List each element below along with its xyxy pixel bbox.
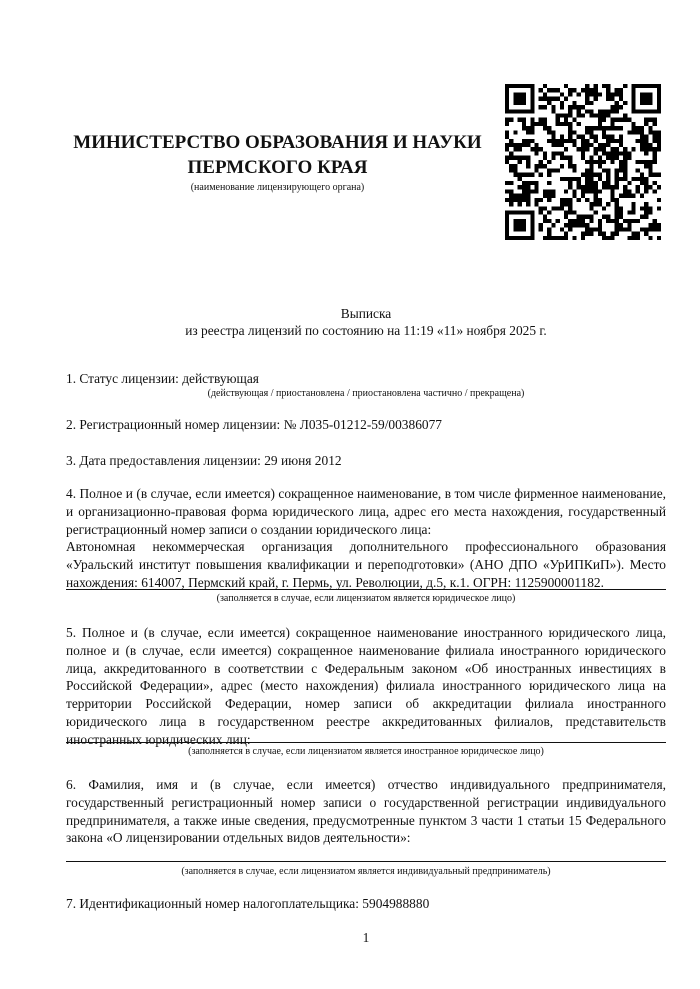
foreign-entity-caption: (заполняется в случае, если лицензиатом является иностранное юридическое лицо) [188, 746, 544, 757]
foreign-entity-label: 5. Полное и (в случае, если имеется) сокращенное наименование иностранного юридического лица, полное и (в случае, если имеется) сокращенное наименование филиала иностранного юридического лица, аккредитованного в соответствии с Федеральным законом «Об иностранных инвестициях в Российской Федерации», адрес (место нахождения) филиала иностранного юридического лица на территории Российской Федерации, номер записи об аккредитации филиала иностранного юридического лица в государственном реестре аккредитованных филиалов, представительств иностранных юридических лиц: [66, 625, 666, 747]
status-caption: (действующая / приостановлена / приостановлена частично / прекращена) [207, 388, 525, 399]
legal-entity-caption: (заполняется в случае, если лицензиатом является юридическое лицо) [216, 593, 516, 604]
organ-line-2: ПЕРМСКОГО КРАЯ [187, 157, 368, 178]
entrepreneur-label: 6. Фамилия, имя и (в случае, если имеется) отчество индивидуального предпринимателя, государственный регистрационный номер записи о государственной регистрации индивидуального предпринимателя, а также иные сведения, предусмотренные пунктом 3 части 1 статьи 15 Федерального закона «О лицензировании отдельных видов деятельности»: [66, 777, 666, 846]
registration-number: 2. Регистрационный номер лицензии: № Л035-01212-59/00386077 [66, 417, 442, 432]
divider [66, 742, 666, 743]
organ-line-1: МИНИСТЕРСТВО ОБРАЗОВАНИЯ И НАУКИ [73, 132, 482, 153]
page-number: 1 [362, 930, 370, 945]
organ-caption: (наименование лицензирующего органа) [190, 182, 365, 193]
entrepreneur-caption: (заполняется в случае, если лицензиатом является индивидуальный предприниматель) [181, 866, 551, 877]
legal-entity-value: Автономная некоммерческая организация дополнительного профессионального образования «Уральский институт повышения квалификации и переподготовки» (АНО ДПО «УрИПКиП»). Место нахождения: 614007, Пермский край, г. Пермь, ул. Революции, д.5, к.1. ОГРН: 1125900001182. [66, 539, 666, 590]
licensing-organ-name [60, 130, 495, 180]
license-date: 3. Дата предоставления лицензии: 29 июня 2012 [66, 453, 342, 468]
divider [66, 589, 666, 590]
divider [66, 861, 666, 862]
taxpayer-id: 7. Идентификационный номер налогоплательщика: 5904988880 [66, 896, 430, 911]
license-status: 1. Статус лицензии: действующая [66, 371, 259, 386]
document-title: Выписка [340, 306, 392, 321]
document-subtitle: из реестра лицензий по состоянию на 11:19 «11» ноября 2025 г. [185, 323, 547, 338]
qr-code-icon [505, 84, 661, 240]
legal-entity-label: 4. Полное и (в случае, если имеется) сокращенное наименование, в том числе фирменное наименование, и организационно-правовая форма юридического лица, адрес его места нахождения, государственный регистрационный номер записи о создании юридического лица: [66, 486, 666, 537]
